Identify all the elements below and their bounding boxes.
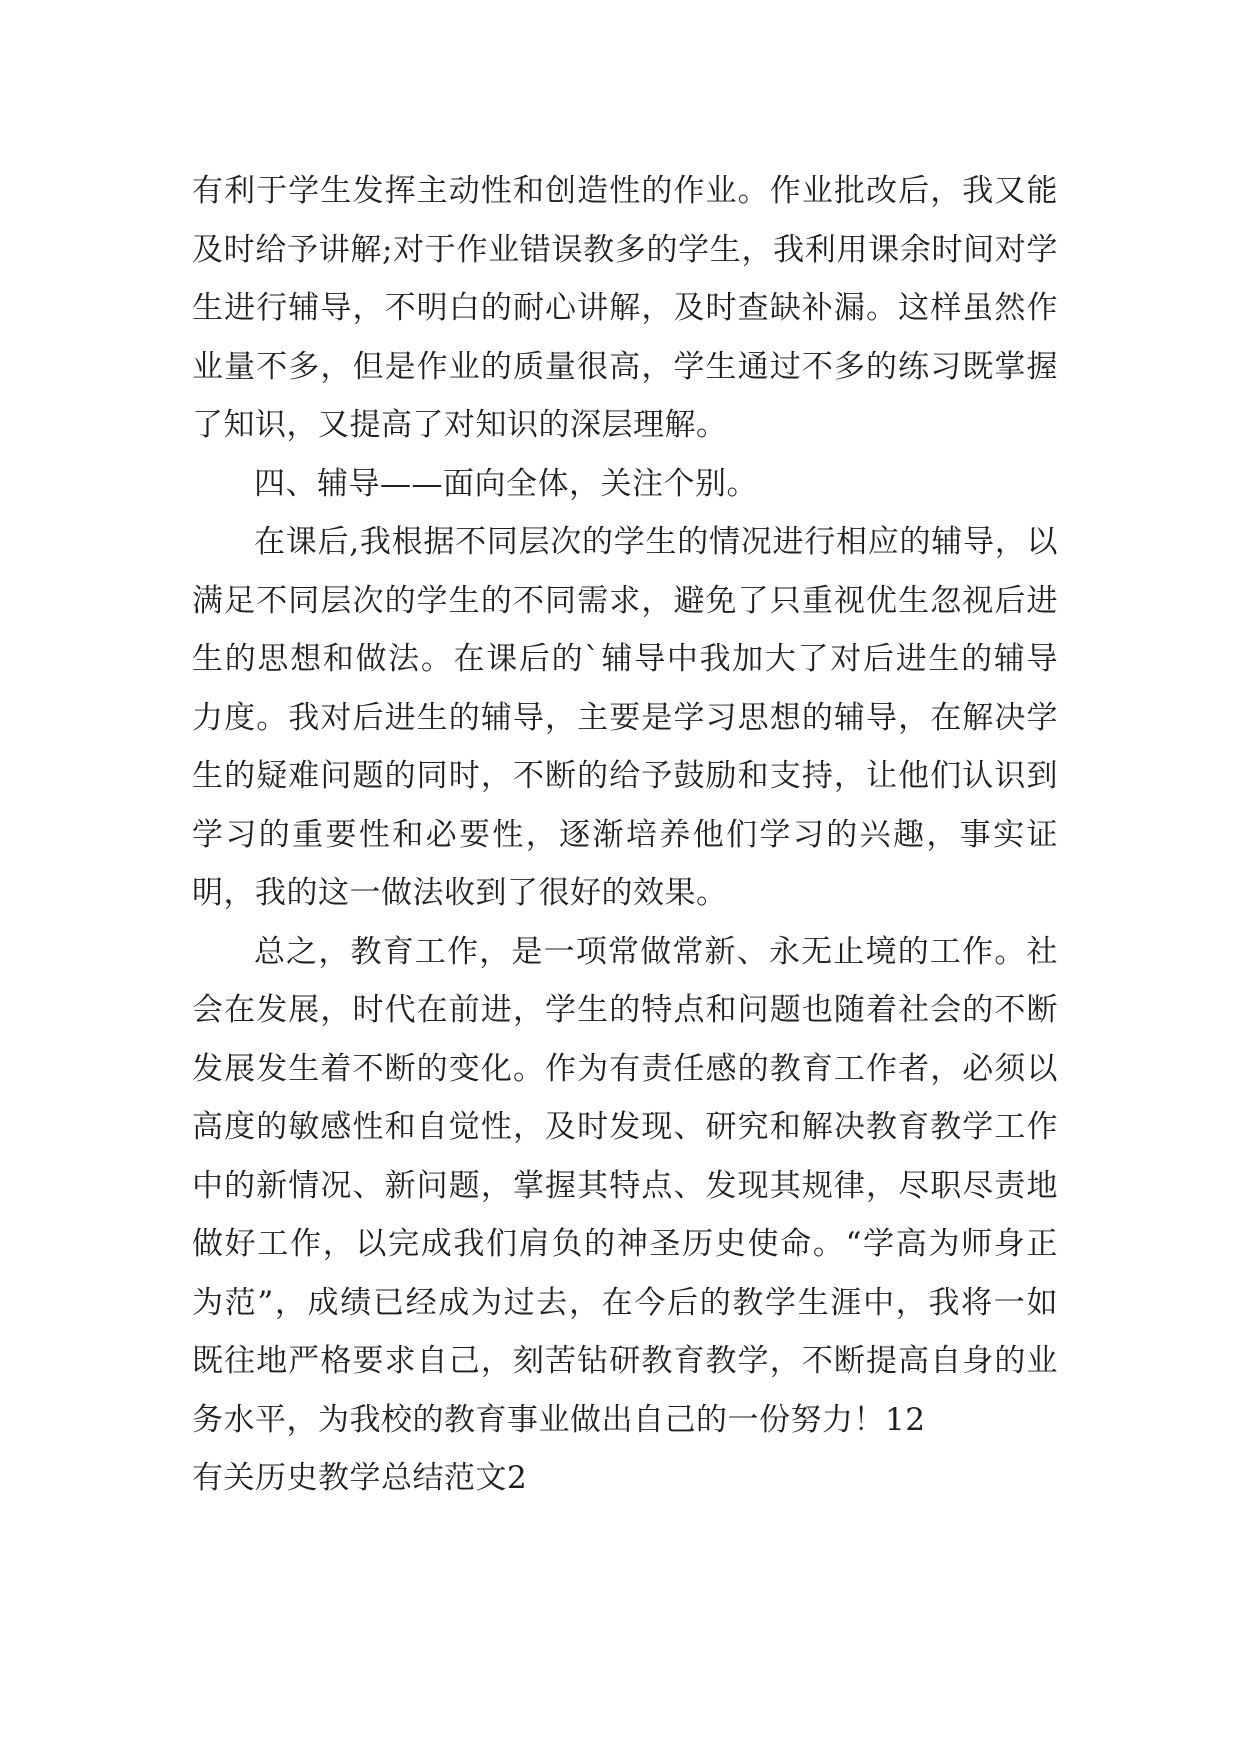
section-title: 有关历史教学总结范文2 (192, 1460, 528, 1496)
paragraph-homework: 有利于学生发挥主动性和创造性的作业。作业批改后，我又能及时给予讲解;对于作业错误教多的学生，我利用课余时间对学生进行辅导，不明白的耐心讲解，及时查缺补漏。这样虽然作业量不多，但是作业的质量很高，学生通过不多的练习既掌握了知识，又提高了对知识的深层理解。 (192, 173, 1058, 443)
paragraph-tutoring-heading: 四、辅导——面向全体，关注个别。 (254, 465, 758, 502)
paragraph-after-class-tutoring: 在课后,我根据不同层次的学生的情况进行相应的辅导，以满足不同层次的学生的不同需求，避免了只重视优生忽视后进生的思想和做法。在课后的`辅导中我加大了对后进生的辅导力度。我对后进生的辅导，主要是学习思想的辅导，在解决学生的疑难问题的同时，不断的给予鼓励和支持，让他们认识到学习的重要性和必要性，逐渐培养他们学习的兴趣，事实证明，我的这一做法收到了很好的效果。 (192, 524, 1058, 911)
document-body (192, 162, 1058, 1508)
paragraph-conclusion: 总之，教育工作，是一项常做常新、永无止境的工作。社会在发展，时代在前进，学生的特点和问题也随着社会的不断发展发生着不断的变化。作为有责任感的教育工作者，必须以高度的敏感性和自觉性，及时发现、研究和解决教育教学工作中的新情况、新问题，掌握其特点、发现其规律，尽职尽责地做好工作，以完成我们肩负的神圣历史使命。“学高为师身正为范”，成绩已经成为过去，在今后的教学生涯中，我将一如既往地严格要求自己，刻苦钻研教育教学，不断提高自身的业务水平，为我校的教育事业做出自己的一份努力！12 (192, 933, 1058, 1438)
